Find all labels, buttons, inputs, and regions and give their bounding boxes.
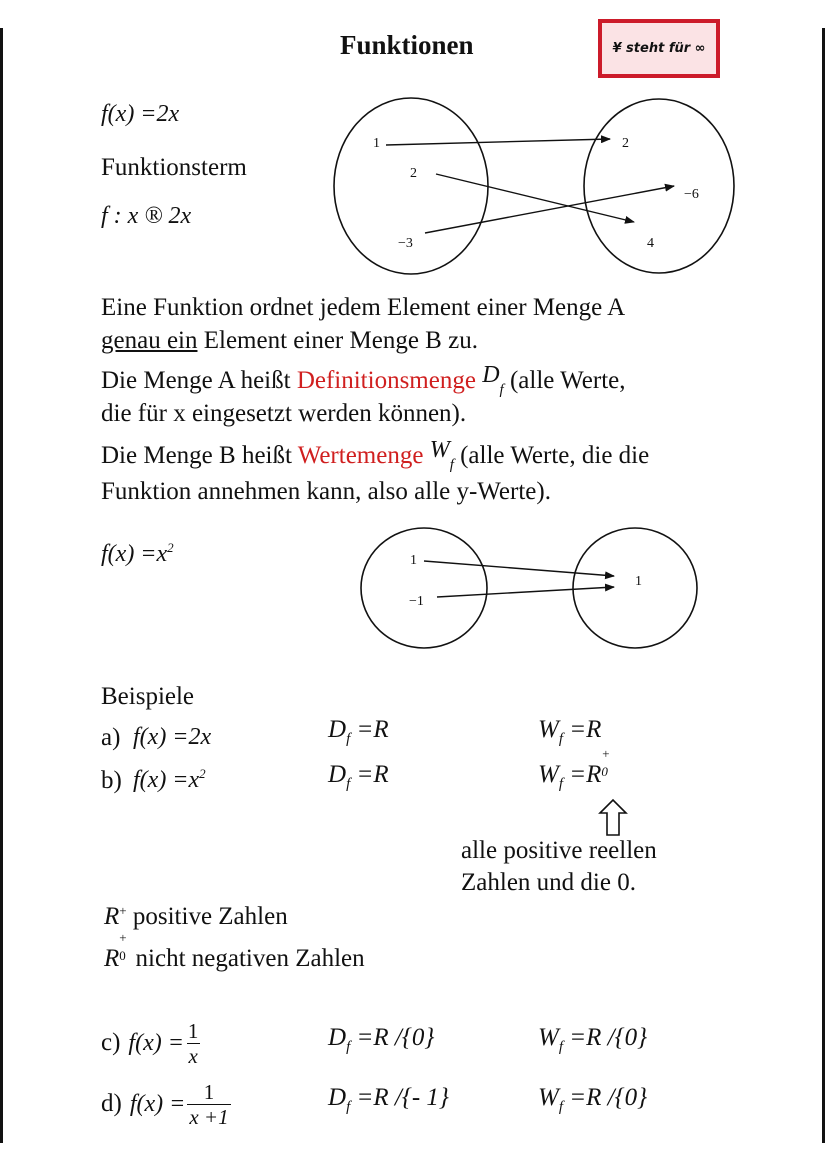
arrow-2-to-4 [436, 174, 634, 222]
fraction-d: $\frac{1}{x +1}$ [189, 1079, 229, 1129]
diagram-2-left-1: 1 [410, 553, 417, 568]
page-title: Funktionen [340, 30, 474, 60]
diagram-1-left-2: 2 [410, 166, 417, 181]
function-1-mapping: f : x ® 2x [101, 203, 192, 229]
diagram-2-left-2: −1 [409, 594, 424, 609]
note-line-1: alle positive reellen [461, 837, 657, 864]
diagram-1-right-1: 2 [622, 136, 629, 151]
sticky-note-text: ¥ steht für ∞ [612, 41, 706, 56]
example-d-domain: $D_f =R$ /{- 1} [328, 1084, 449, 1115]
diagram-1-right-3: 4 [647, 236, 654, 251]
diagram-1-right-2: −6 [684, 187, 699, 202]
definition-line-2: genau ein Element einer Menge B zu. [101, 327, 478, 354]
definition-line-1: Eine Funktion ordnet jedem Element einer Menge A [101, 294, 626, 321]
example-b-label: b) [101, 767, 122, 794]
diagram-1-left-1: 1 [373, 136, 380, 151]
example-b-range: $W_f =R$ + 0 [538, 746, 611, 792]
example-c-function: c) f(x) = $\frac{1}{x}$ [101, 1018, 199, 1068]
example-a-range: $W_f =R$ [538, 716, 602, 747]
example-d-range: $W_f =R$ /{0} [538, 1084, 648, 1115]
example-b-domain: $D_f =R$ [328, 761, 389, 792]
arrow-1-to-1 [424, 561, 614, 576]
example-a-label: a) [101, 724, 121, 751]
example-a-function: f(x) =2x [133, 724, 212, 750]
term-definitionsmenge: Definitionsmenge [296, 367, 476, 394]
function-2-expression: $f(x) =x^2$ [101, 540, 174, 567]
example-d-function: d) f(x) = $\frac{1}{x +1}$ [101, 1079, 229, 1129]
diagram-2-right-1: 1 [635, 574, 642, 589]
definition-line-3: Die Menge A heißt Definitionsmenge $D_f$ (alle Werte, [101, 362, 626, 398]
example-c-range: $W_f =R$ /{0} [538, 1024, 648, 1055]
arrow-minus3-to-minus6 [425, 186, 674, 233]
definition-line-5: Die Menge B heißt Wertemenge $W_f$ (alle Werte, die die [101, 437, 650, 473]
examples-heading: Beispiele [101, 683, 195, 710]
r0plus-definition: R + 0 nicht negativen Zahlen [104, 930, 365, 972]
diagram-1-left-3: −3 [398, 236, 413, 251]
example-c-domain: $D_f =R$ /{0} [328, 1024, 435, 1055]
underlined-text: genau ein [101, 327, 198, 354]
fraction-c: $\frac{1}{x}$ [187, 1018, 199, 1068]
diagram-1-set-b [584, 99, 734, 273]
example-a-domain: $D_f =R$ [328, 716, 389, 747]
rplus-definition: R+ positive Zahlen [104, 903, 288, 930]
arrow-1-to-2 [386, 139, 610, 145]
up-arrow-icon [600, 800, 626, 835]
function-term-label: Funktionsterm [101, 154, 247, 181]
diagram-2-set-a [361, 528, 487, 648]
function-1-expression: f(x) =2x [101, 101, 180, 127]
term-wertemenge: Wertemenge [297, 442, 424, 469]
definition-line-4: die für x eingesetzt werden können). [101, 400, 467, 427]
definition-line-6: Funktion annehmen kann, also alle y-Werte). [101, 478, 551, 505]
arrow-minus1-to-1 [437, 587, 614, 597]
example-b-function: $f(x) =x^2$ [133, 766, 206, 793]
note-line-2: Zahlen und die 0. [461, 869, 636, 896]
